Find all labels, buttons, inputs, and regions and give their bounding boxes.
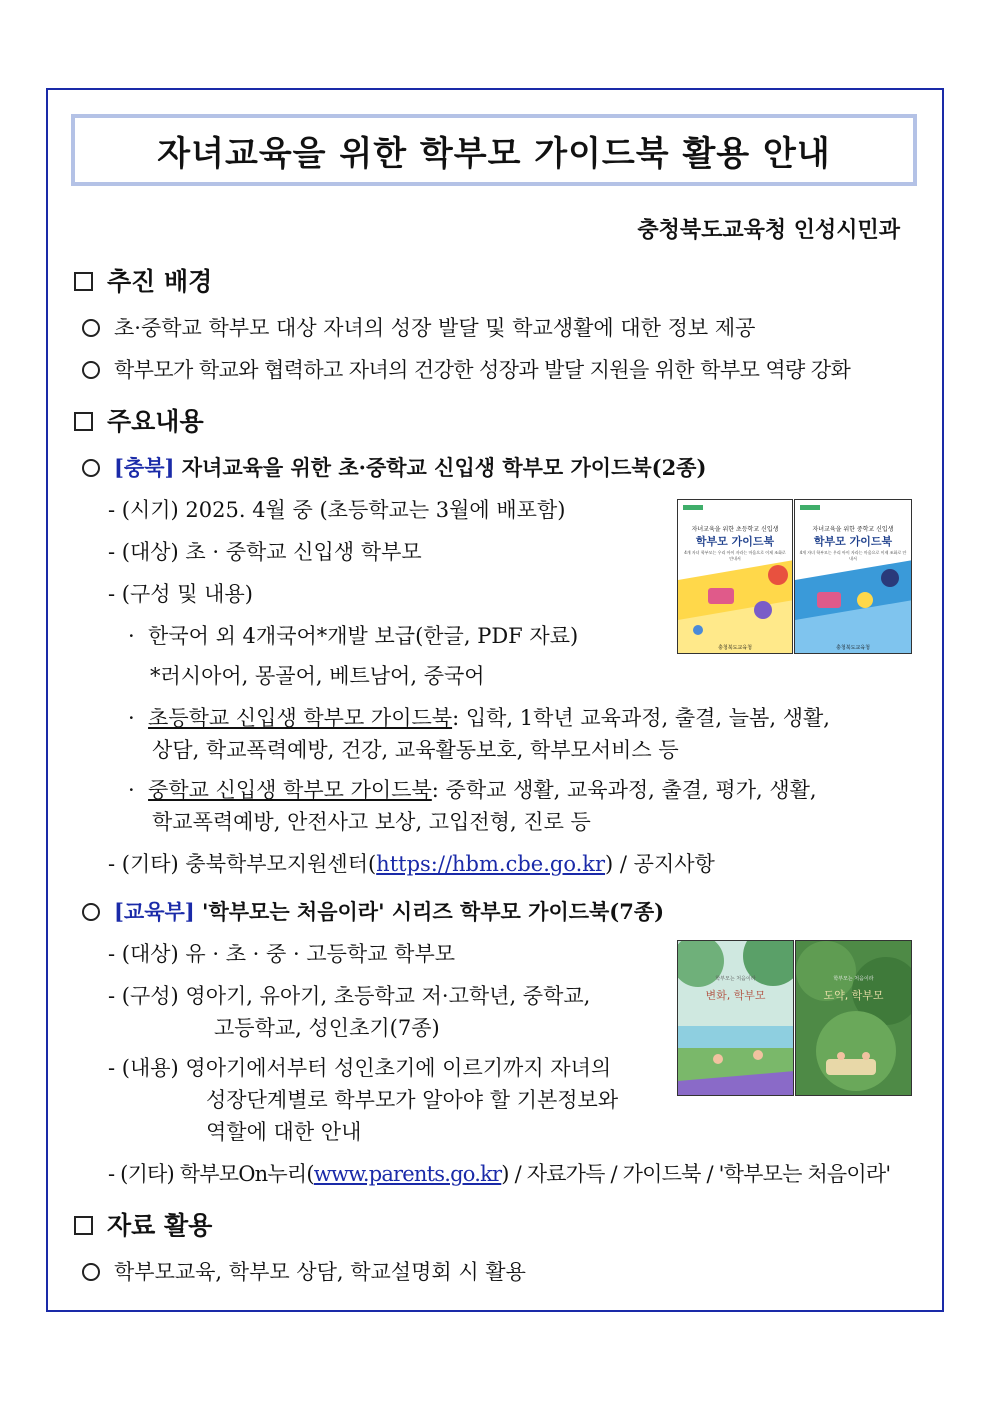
detail-continuation: 역할에 대한 안내: [206, 1120, 362, 1144]
dot-bullet-icon: ·: [128, 778, 135, 802]
list-item-text: 초·중학교 학부모 대상 자녀의 성장 발달 및 학교생활에 대한 정보 제공: [114, 316, 756, 340]
subsection-title: [82, 898, 664, 926]
detail-target: - (대상) 초 · 중학교 신입생 학부모: [108, 540, 422, 564]
cover-art: [678, 941, 794, 1096]
section-heading-text: 추진 배경: [107, 267, 213, 296]
list-item: [82, 314, 755, 342]
detail-target: - (대상) 유 · 초 · 중 · 고등학교 학부모: [108, 942, 456, 966]
list-item-text: 학부모교육, 학부모 상담, 학교설명회 시 활용: [114, 1260, 526, 1284]
etc-text: - (기타) 충북학부모지원센터(: [108, 852, 377, 876]
bullet-text: 한국어 외 4개국어*개발 보급(한글, PDF 자료): [148, 624, 579, 648]
cover-title: 변화, 학부모: [705, 989, 766, 1002]
bullet-continuation: 학교폭력예방, 안전사고 보상, 고입전형, 진로 등: [152, 810, 591, 834]
cover-title: 학부모 가이드북: [695, 535, 775, 548]
detail-content: - (내용) 영아기에서부터 성인초기에 이르기까지 자녀의: [108, 1056, 612, 1080]
bullet-item: [128, 704, 830, 732]
section-heading-text: 자료 활용: [107, 1211, 213, 1240]
section-heading-text: 주요내용: [107, 407, 204, 436]
bullet-text: : 중학교 생활, 교육과정, 출결, 평가, 생활,: [431, 778, 817, 802]
cover-image-change: [677, 940, 794, 1096]
cover-publisher: 충청북도교육청: [718, 645, 752, 651]
bullet-text: : 입학, 1학년 교육과정, 출결, 늘봄, 생활,: [452, 706, 830, 730]
section-heading-background: [74, 268, 212, 296]
title-box: [71, 114, 917, 186]
list-item: [82, 356, 850, 384]
cover-image-middle: [794, 499, 912, 654]
bullet-item: [128, 622, 578, 650]
cover-image-elementary: [677, 499, 793, 654]
etc-text: - (기타) 학부모On누리(: [108, 1162, 314, 1186]
detail-continuation: 고등학교, 성인초기(7종): [214, 1016, 440, 1040]
subsection-title-text: '학부모는 처음이라' 시리즈 학부모 가이드북(7종): [202, 899, 665, 924]
etc-text: ) / 자료가득 / 가이드북 / '학부모는 처음이라': [501, 1162, 891, 1186]
detail-composition: - (구성) 영아기, 유아기, 초등학교 저·고학년, 중학교,: [108, 984, 591, 1008]
cover-image-leap: [795, 940, 912, 1096]
cover-caption: 학부모는 처음이라: [715, 976, 756, 982]
detail-continuation: 성장단계별로 학부모가 알아야 할 기본정보와: [206, 1088, 619, 1112]
circle-bullet-icon: [82, 1263, 100, 1281]
checkbox-square-icon: [74, 1216, 93, 1235]
bullet-label: 중학교 신입생 학부모 가이드북: [148, 778, 432, 802]
detail-composition: - (구성 및 내용): [108, 582, 253, 606]
detail-etc: [108, 1160, 890, 1188]
subsection-title-text: 자녀교육을 위한 초·중학교 신입생 학부모 가이드북(2종): [181, 455, 707, 480]
circle-bullet-icon: [82, 903, 100, 921]
cover-subtitle: 4개 자녀 학부모는 우리 아이 자라는 마음으로 이제 조화로 안내서: [799, 550, 907, 561]
circle-bullet-icon: [82, 459, 100, 477]
hbm-link[interactable]: https://hbm.cbe.go.kr: [376, 852, 606, 876]
tag-label: [충북]: [114, 455, 175, 480]
checkbox-square-icon: [74, 412, 93, 431]
tag-label: [교육부]: [114, 899, 195, 924]
etc-text: ) / 공지사항: [605, 852, 715, 876]
cover-title: 도약, 학부모: [823, 989, 884, 1002]
footnote: *러시아어, 몽골어, 베트남어, 중국어: [150, 664, 485, 688]
section-heading-usage: [74, 1212, 212, 1240]
list-item: [82, 1258, 526, 1286]
organization: 충청북도교육청 인성시민과: [637, 217, 900, 243]
cover-caption: 학부모는 처음이라: [833, 976, 874, 982]
bullet-label: 초등학교 신입생 학부모 가이드북: [148, 706, 453, 730]
subsection-title: [82, 454, 706, 482]
dot-bullet-icon: ·: [128, 706, 135, 730]
page-title: 자녀교육을 위한 학부모 가이드북 활용 안내: [157, 133, 831, 174]
cover-small-text: 자녀교육을 위한 초등학교 신입생: [691, 526, 779, 533]
cover-publisher: 충청북도교육청: [836, 645, 870, 651]
dot-bullet-icon: ·: [128, 624, 135, 648]
section-heading-main: [74, 408, 204, 436]
checkbox-square-icon: [74, 272, 93, 291]
circle-bullet-icon: [82, 361, 100, 379]
bullet-continuation: 상담, 학교폭력예방, 건강, 교육활동보호, 학부모서비스 등: [152, 738, 679, 762]
cover-art: [796, 941, 912, 1096]
detail-period: - (시기) 2025. 4월 중 (초등학교는 3월에 배포함): [108, 498, 566, 522]
detail-etc: [108, 850, 715, 878]
cover-subtitle: 4개 자녀 학부모는 우리 아이 자라는 마음으로 이제 조화로 안내서: [684, 550, 786, 561]
list-item-text: 학부모가 학교와 협력하고 자녀의 건강한 성장과 발달 지원을 위한 학부모 역량 강화: [114, 358, 851, 382]
cover-title: 학부모 가이드북: [813, 535, 893, 548]
parents-link[interactable]: www.parents.go.kr: [313, 1162, 502, 1186]
circle-bullet-icon: [82, 319, 100, 337]
cover-small-text: 자녀교육을 위한 중학교 신입생: [812, 526, 894, 533]
bullet-item: [128, 776, 817, 804]
